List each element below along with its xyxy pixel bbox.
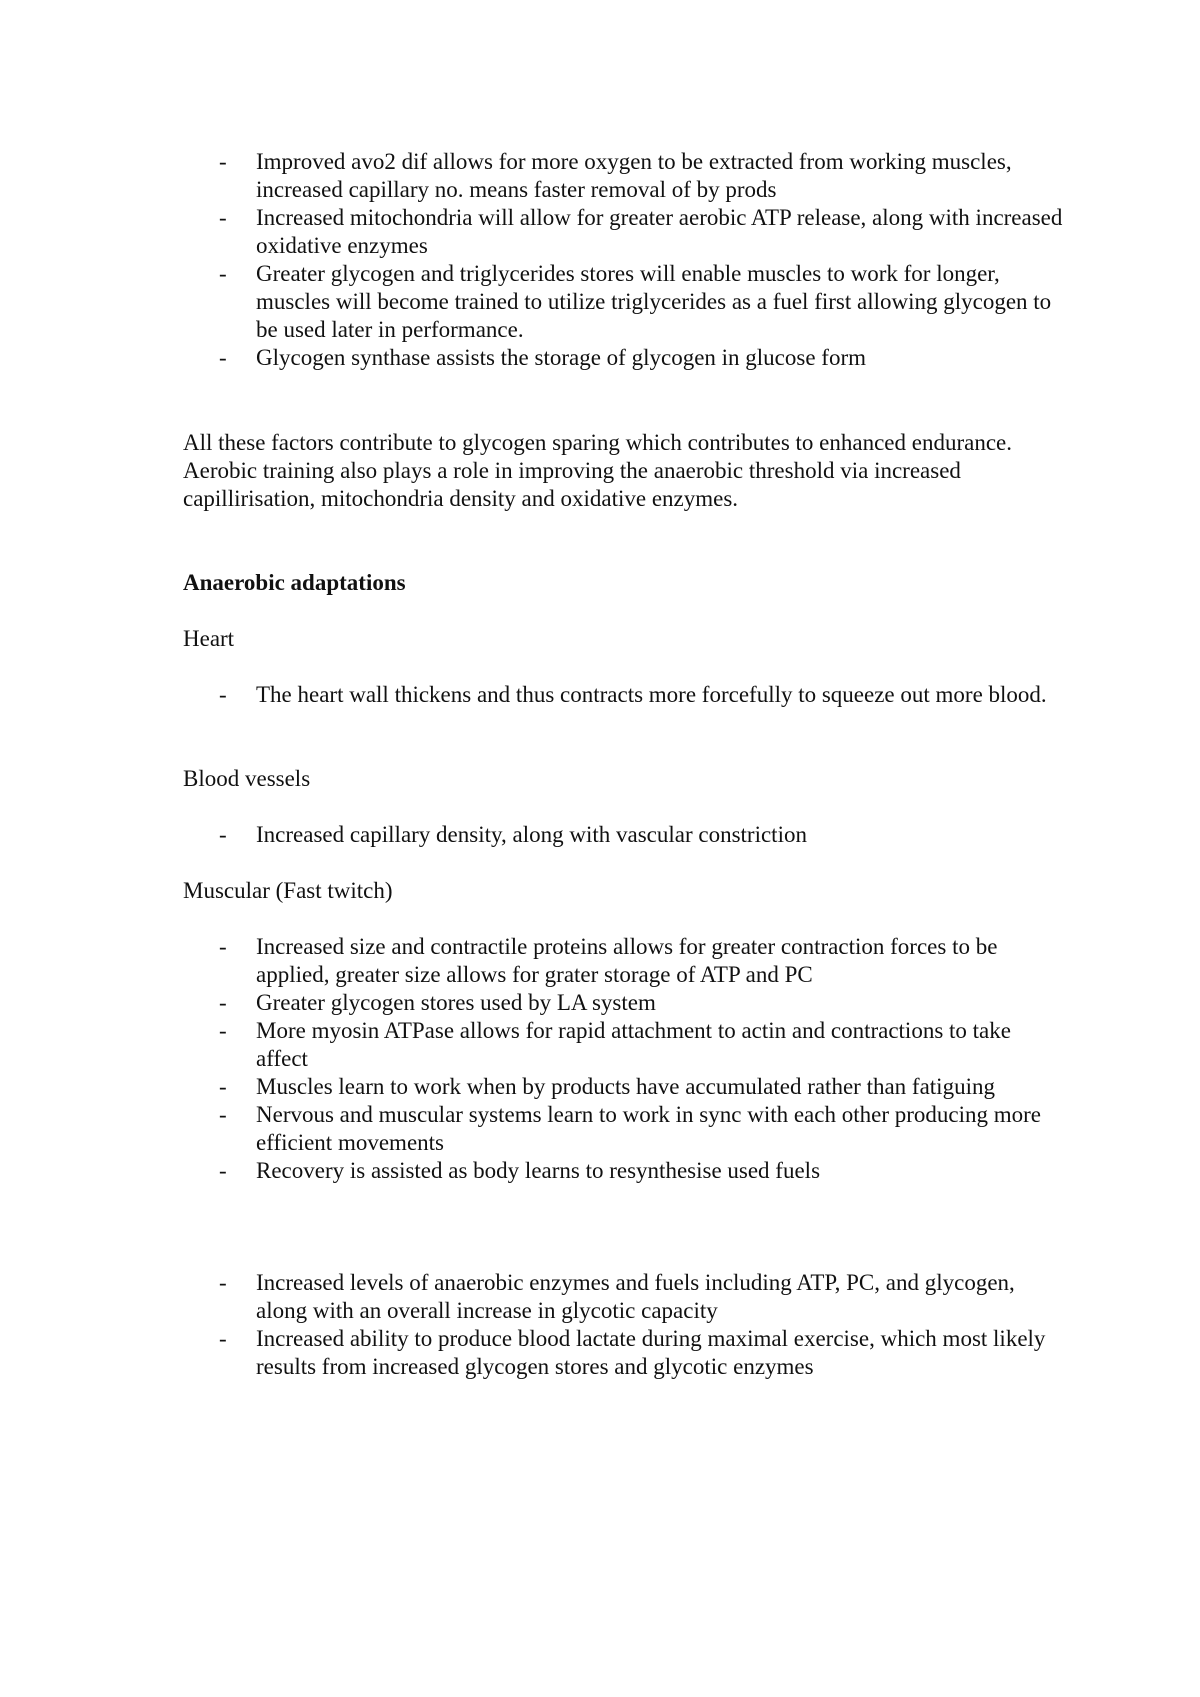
list-item: - Increased levels of anaerobic enzymes and fuels including ATP, PC, and glycogen, along with an overall increase in glycotic capacity bbox=[183, 1269, 1063, 1325]
blood-vessels-list-block bbox=[183, 821, 1063, 849]
list-item: - Recovery is assisted as body learns to resynthesise used fuels bbox=[183, 1157, 1063, 1185]
summary-paragraph-block bbox=[183, 429, 1063, 513]
anaerobic-heading-block bbox=[183, 569, 1063, 597]
muscular-title-block bbox=[183, 877, 1063, 905]
list-item: - Increased capillary density, along with vascular constriction bbox=[183, 821, 1063, 849]
blood-vessels-list bbox=[183, 821, 1063, 849]
list-item: - Greater glycogen stores used by LA system bbox=[183, 989, 1063, 1017]
heart-list bbox=[183, 681, 1063, 709]
aerobic-muscle-list-block bbox=[183, 148, 1063, 372]
list-item: - Improved avo2 dif allows for more oxygen to be extracted from working muscles, increased capillary no. means faster removal of by prods bbox=[183, 148, 1063, 204]
list-item: - Increased size and contractile proteins allows for greater contraction forces to be applied, greater size allows for grater storage of ATP and PC bbox=[183, 933, 1063, 989]
list-item: - Muscles learn to work when by products have accumulated rather than fatiguing bbox=[183, 1073, 1063, 1101]
aerobic-muscle-list bbox=[183, 148, 1063, 372]
additional-list-block bbox=[183, 1269, 1063, 1381]
blood-vessels-title-block bbox=[183, 765, 1063, 793]
list-item: - Greater glycogen and triglycerides stores will enable muscles to work for longer, muscles will become trained to utilize triglycerides as a fuel first allowing glycogen to be used later in performance. bbox=[183, 260, 1063, 344]
additional-anaerobic-list bbox=[183, 1269, 1063, 1381]
list-item: - Nervous and muscular systems learn to work in sync with each other producing more efficient movements bbox=[183, 1101, 1063, 1157]
list-item: - Increased mitochondria will allow for greater aerobic ATP release, along with increased oxidative enzymes bbox=[183, 204, 1063, 260]
subsection-title-muscular: Muscular (Fast twitch) bbox=[183, 878, 393, 903]
heart-list-block bbox=[183, 681, 1063, 709]
section-heading: Anaerobic adaptations bbox=[183, 570, 406, 595]
summary-paragraph: All these factors contribute to glycogen sparing which contributes to enhanced endurance. Aerobic training also plays a role in improving the anaerobic threshold via increased capillirisation, mitochondria density and oxidative enzymes. bbox=[183, 430, 1012, 511]
list-item: - Increased ability to produce blood lactate during maximal exercise, which most likely results from increased glycogen stores and glycotic enzymes bbox=[183, 1325, 1063, 1381]
list-item: - Glycogen synthase assists the storage of glycogen in glucose form bbox=[183, 344, 1063, 372]
list-item: - The heart wall thickens and thus contracts more forcefully to squeeze out more blood. bbox=[183, 681, 1063, 709]
subsection-title-heart: Heart bbox=[183, 626, 235, 651]
muscular-list bbox=[183, 933, 1063, 1185]
muscular-list-block bbox=[183, 933, 1063, 1185]
list-item: - More myosin ATPase allows for rapid attachment to actin and contractions to take affect bbox=[183, 1017, 1063, 1073]
subsection-title-blood-vessels: Blood vessels bbox=[183, 766, 311, 791]
heart-title-block bbox=[183, 625, 1063, 653]
